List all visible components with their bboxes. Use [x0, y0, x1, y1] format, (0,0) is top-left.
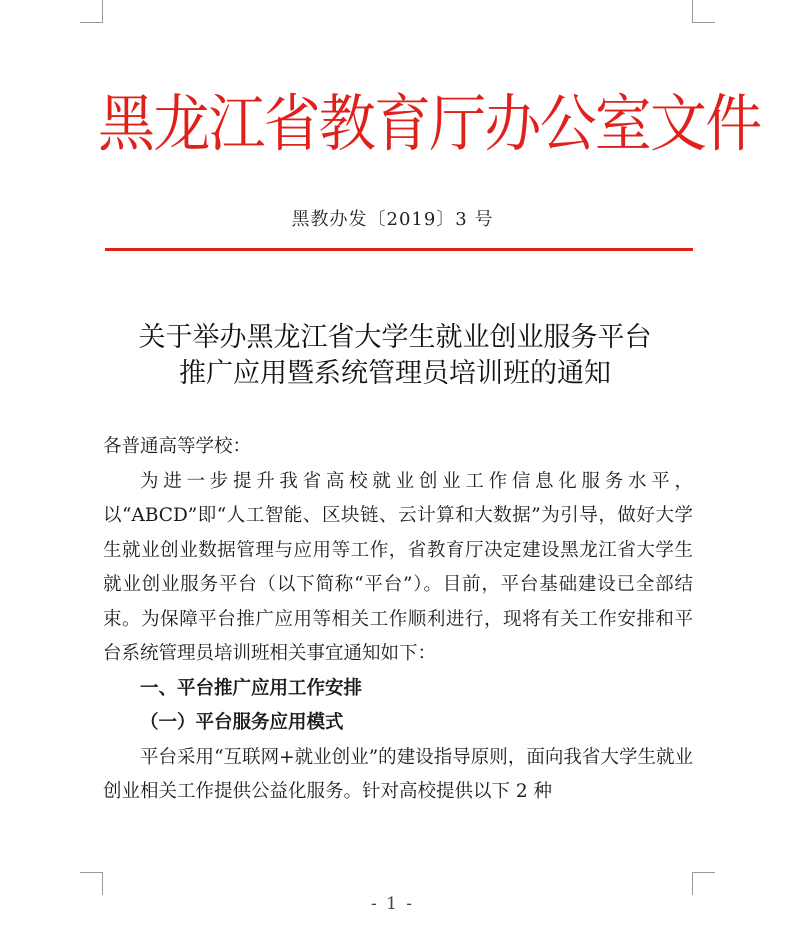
- title-line-1: 关于举办黑龙江省大学生就业创业服务平台: [138, 322, 652, 353]
- paragraph-intro: 为进一步提升我省高校就业创业工作信息化服务水平，以“ABCD”即“人工智能、区块链、云计算和大数据”为引导，做好大学生就业创业数据管理与应用等工作，省教育厅决定建设黑龙江省大学生就业创业服务平台（以下简称“平台”）。目前，平台基础建设已全部结束。为保障平台推广应用等相关工作顺利进行，现将有关工作安排和平台系统管理员培训班相关事宜通知如下：: [103, 470, 693, 664]
- document-body: [103, 430, 693, 810]
- document-title: [100, 320, 690, 392]
- page-number: - 1 -: [370, 894, 415, 914]
- masthead-red-rule: [105, 248, 693, 251]
- paragraph-service-model: 平台采用“互联网+就业创业”的建设指导原则，面向我省大学生就业创业相关工作提供公益化服务。针对高校提供以下 2 种: [103, 746, 693, 802]
- title-line-2: 推广应用暨系统管理员培训班的通知: [179, 358, 611, 389]
- crop-mark-top-left: [80, 0, 103, 23]
- section-heading-1: 一、平台推广应用工作安排: [140, 677, 363, 699]
- crop-mark-bottom-right: [692, 872, 715, 895]
- document-masthead: 黑龙江省教育厅办公室文件: [98, 87, 761, 160]
- crop-mark-bottom-left: [80, 872, 103, 895]
- salutation: 各普通高等学校：: [103, 436, 252, 457]
- subsection-heading-1: （一）平台服务应用模式: [140, 712, 344, 733]
- crop-mark-top-right: [692, 0, 715, 23]
- document-number: 黑教办发〔2019〕3 号: [291, 209, 494, 230]
